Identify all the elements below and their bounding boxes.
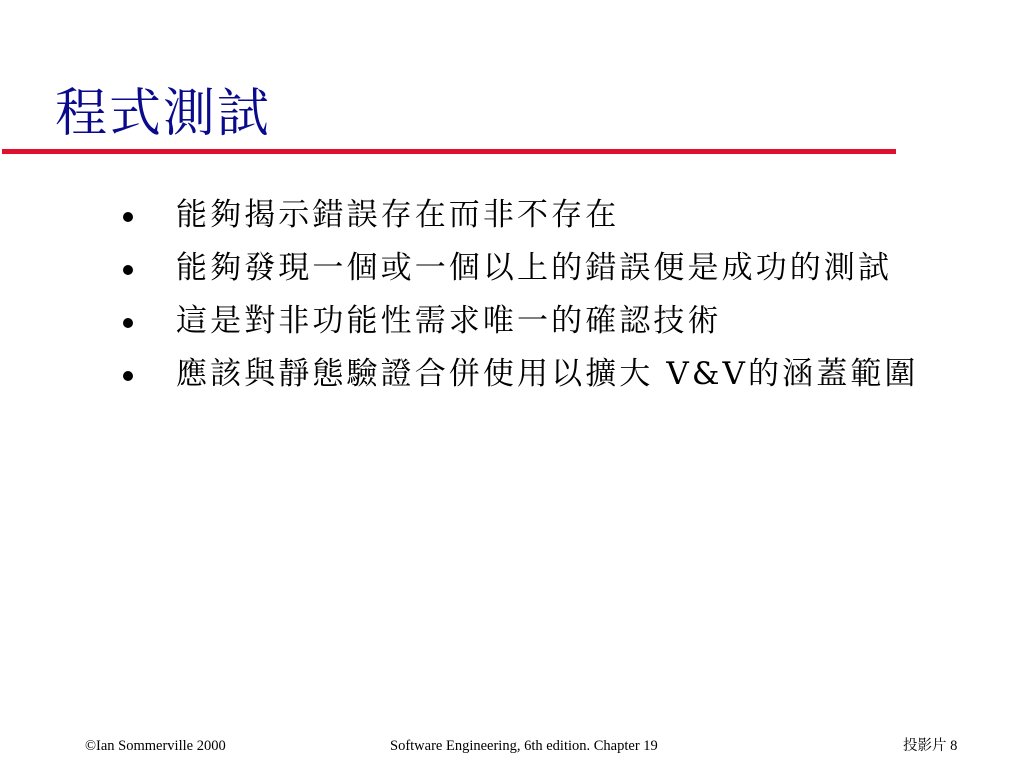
slide-title: 程式測試 <box>55 84 272 144</box>
bullet-dot-icon <box>123 318 133 328</box>
footer-slide-number: 投影片 8 <box>903 738 958 754</box>
bullet-item <box>120 247 980 289</box>
bullet-list <box>120 194 980 406</box>
title-underline <box>2 149 896 154</box>
bullet-item <box>120 353 980 395</box>
bullet-dot-icon <box>123 265 133 275</box>
bullet-item <box>120 300 980 342</box>
bullet-item <box>120 194 980 236</box>
bullet-text: 能夠揭示錯誤存在而非不存在 <box>176 197 620 233</box>
bullet-text: 這是對非功能性需求唯一的確認技術 <box>176 303 722 339</box>
footer-copyright: ©Ian Sommerville 2000 <box>85 738 226 754</box>
bullet-text: 應該與靜態驗證合併使用以擴大 V&V的涵蓋範圍 <box>176 356 919 392</box>
bullet-dot-icon <box>123 371 133 381</box>
bullet-dot-icon <box>123 212 133 222</box>
bullet-text: 能夠發現一個或一個以上的錯誤便是成功的測試 <box>176 250 893 286</box>
footer-book-title: Software Engineering, 6th edition. Chapter 19 <box>390 738 658 754</box>
